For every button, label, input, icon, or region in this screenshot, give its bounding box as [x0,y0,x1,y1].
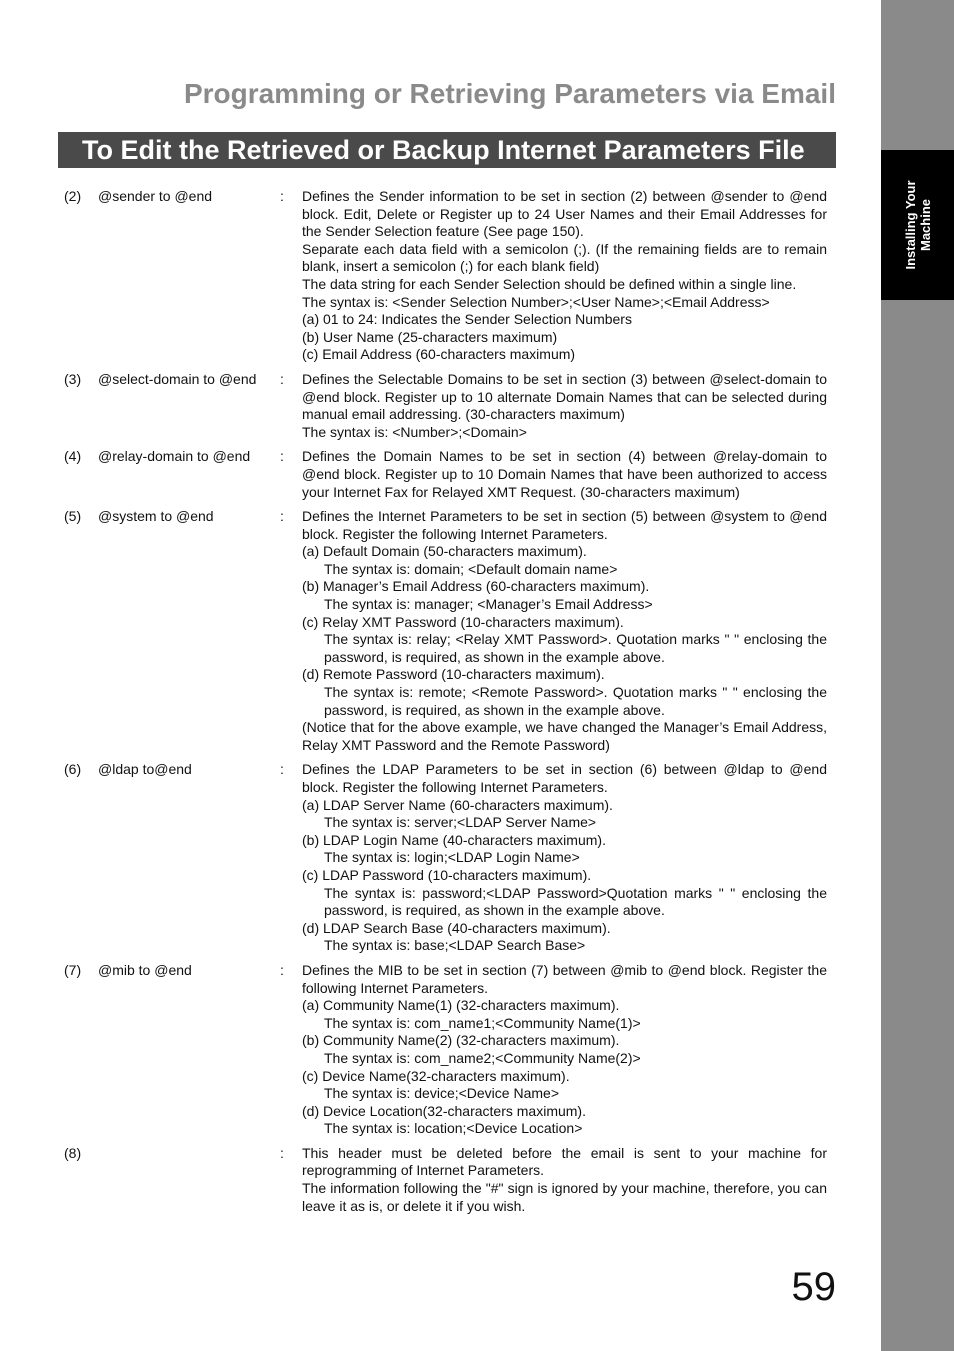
syntax-line: The syntax is: location;<Device Location> [324,1120,583,1137]
description-text: (a) 01 to 24: Indicates the Sender Selection Numbers [302,311,632,328]
syntax-line: The syntax is: manager; <Manager’s Email Address> [324,596,653,613]
parameter-entry [64,1145,827,1215]
parameter-item: (b) Manager’s Email Address (60-characters maximum). [302,578,650,595]
entry-separator: : [280,508,284,525]
syntax-line: The syntax is: password;<LDAP Password>Quotation marks " " enclosing the password, is required, as shown in the example above. [324,884,827,919]
entry-separator: : [280,961,284,978]
parameter-entry [64,508,827,754]
description-text: The syntax is: <Number>;<Domain> [302,423,527,440]
parameter-entry [64,448,827,501]
parameter-item: (b) Community Name(2) (32-characters maximum). [302,1032,620,1049]
description-text: The information following the "#" sign is ignored by your machine, therefore, you can leave it as is, or delete it if you wish. [302,1180,827,1214]
entry-block-name: @sender to @end [98,188,213,204]
description-text: Defines the LDAP Parameters to be set in section (6) between @ldap to @end block. Register the following Internet Parameters. [302,761,827,795]
syntax-line: The syntax is: base;<LDAP Search Base> [324,937,586,954]
parameter-entry [64,962,827,1138]
parameter-item: (b) LDAP Login Name (40-characters maximum). [302,831,606,848]
parameter-item: (a) Default Domain (50-characters maximum). [302,543,587,560]
entry-number: (4) [64,448,82,465]
entry-description [302,448,827,501]
entry-block-name: @system to @end [98,508,214,525]
section-tab-label: Installing Your Machine [902,180,933,270]
description-text: (Notice that for the above example, we have changed the Manager’s Email Address, Relay XMT Password and the Remote Password) [302,719,827,753]
description-text: Defines the Internet Parameters to be set in section (5) between @system to @end block. Register the following Internet Parameters. [302,508,827,542]
parameter-item: (c) Relay XMT Password (10-characters maximum). [302,613,624,630]
entry-description [302,508,827,754]
entry-description [302,962,827,1138]
entry-block-name: @relay-domain to @end [98,448,251,465]
description-text: Separate each data field with a semicolon (;). (If the remaining fields are to remain blank, insert a semicolon (;) for each blank field) [302,240,827,275]
parameter-item: (a) Community Name(1) (32-characters maximum). [302,997,620,1014]
syntax-line: The syntax is: login;<LDAP Login Name> [324,849,580,866]
page-number: 59 [791,1265,836,1309]
parameter-item: (a) LDAP Server Name (60-characters maximum). [302,796,613,813]
entry-description [302,371,827,441]
entry-number: (6) [64,761,82,778]
syntax-line: The syntax is: com_name2;<Community Name(2)> [324,1049,641,1066]
description-text: Defines the Sender information to be set in section (2) between @sender to @end block. Edit, Delete or Register up to 24 User Names and their Email Addresses for the Sender Selection feature (See page 150). [302,188,827,240]
description-text: The data string for each Sender Selection should be defined within a single line. [302,275,797,292]
entry-number: (7) [64,961,82,978]
parameter-item: (d) Device Location(32-characters maximum). [302,1102,586,1119]
entry-block-name: @select-domain to @end [98,370,257,387]
description-text: (b) User Name (25-characters maximum) [302,328,558,345]
parameter-item: (d) LDAP Search Base (40-characters maximum). [302,919,611,936]
entry-description [302,188,827,364]
entry-separator: : [280,448,284,465]
section-title: To Edit the Retrieved or Backup Internet Parameters File [82,135,805,165]
parameter-item: (c) Device Name(32-characters maximum). [302,1067,570,1084]
description-text: The syntax is: <Sender Selection Number>;<User Name>;<Email Address> [302,293,770,310]
syntax-line: The syntax is: server;<LDAP Server Name> [324,814,597,831]
description-text: Defines the Selectable Domains to be set in section (3) between @select-domain to @end block. Register up to 10 alternate Domain Names that can be selected during manual email addressing. (30-characters maximum) [302,370,827,423]
entry-description [302,761,827,955]
entry-number: (5) [64,508,82,525]
entry-block-name [98,1145,280,1215]
description-text: Defines the MIB to be set in section (7) between @mib to @end block. Register the following Internet Parameters. [302,961,827,996]
parameter-list [64,188,827,1222]
parameter-item: (c) LDAP Password (10-characters maximum). [302,866,592,883]
entry-separator: : [280,188,284,204]
entry-number: (2) [64,188,82,204]
syntax-line: The syntax is: relay; <Relay XMT Password>. Quotation marks " " enclosing the password, is required, as shown in the example above. [324,631,827,665]
section-tab [881,150,954,300]
entry-description [302,1145,827,1215]
syntax-line: The syntax is: domain; <Default domain name> [324,560,618,577]
section-banner [58,132,836,168]
parameter-entry [64,188,827,364]
parameter-item: (d) Remote Password (10-characters maximum). [302,666,605,683]
syntax-line: The syntax is: device;<Device Name> [324,1085,559,1102]
entry-separator: : [280,1144,284,1161]
entry-separator: : [280,370,284,387]
chapter-title: Programming or Retrieving Parameters via Email [183,78,836,109]
entry-separator: : [280,761,284,778]
parameter-entry [64,761,827,955]
description-text: Defines the Domain Names to be set in section (4) between @relay-domain to @end block. Register up to 10 Domain Names that have been authorized to access your Internet Fax for Relayed XMT Request. (30-characters maximum) [302,448,827,500]
entry-block-name: @ldap to@end [98,761,192,778]
syntax-line: The syntax is: com_name1;<Community Name(1)> [324,1014,641,1031]
entry-number: (8) [64,1144,82,1161]
parameter-entry [64,371,827,441]
syntax-line: The syntax is: remote; <Remote Password>. Quotation marks " " enclosing the password, is required, as shown in the example above. [324,684,827,718]
description-text: This header must be deleted before the email is sent to your machine for reprogramming of Internet Parameters. [302,1144,827,1179]
description-text: (c) Email Address (60-characters maximum) [302,346,576,363]
entry-block-name: @mib to @end [98,961,192,978]
entry-number: (3) [64,370,82,387]
